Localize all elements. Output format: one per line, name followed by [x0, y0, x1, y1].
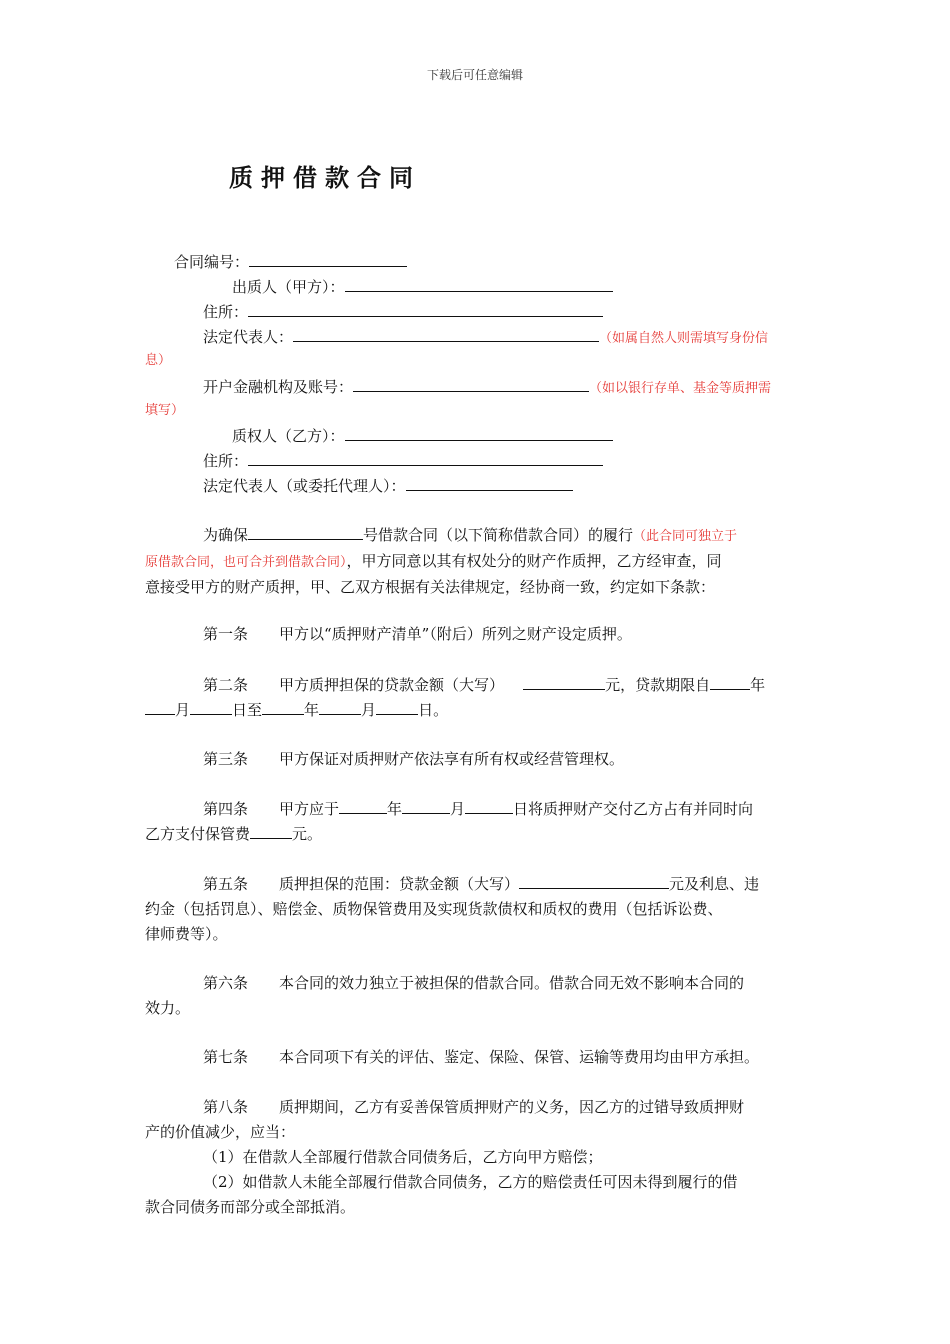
delivery-day-blank[interactable]: [465, 797, 513, 814]
address1-label: 住所：: [203, 303, 249, 321]
article-2: [145, 673, 810, 723]
contract-no-blank[interactable]: [249, 250, 407, 267]
article-3: [145, 747, 810, 772]
article-4: [145, 797, 810, 847]
legal-rep1-note: （如属自然人则需填写身份信: [599, 331, 769, 346]
address2-label: 住所：: [203, 452, 249, 470]
start-day-blank[interactable]: [190, 698, 232, 715]
pledgor-label: 出质人（甲方）：: [232, 278, 345, 296]
article-5-label: 第五条: [203, 875, 249, 893]
article-4-label: 第四条: [203, 800, 249, 818]
preamble-text-2: 号借款合同（以下简称借款合同）的履行: [363, 526, 634, 544]
custody-fee-blank[interactable]: [250, 822, 292, 839]
pledgee-blank[interactable]: [345, 424, 613, 441]
article-2-end-month: 月: [361, 701, 377, 719]
bank-note: （如以银行存单、基金等质押需: [589, 381, 772, 396]
pledgor-blank[interactable]: [345, 275, 613, 292]
article-8-item-2: （2）如借款人未能全部履行借款合同债务，乙方的赔偿责任可因未得到履行的借: [203, 1173, 738, 1191]
bank-account-label: 开户金融机构及账号：: [203, 378, 354, 396]
article-2-text-1: 甲方质押担保的贷款金额（大写）: [279, 676, 505, 694]
legal-rep2-blank[interactable]: [406, 474, 573, 491]
article-4-year: 年: [387, 800, 403, 818]
article-1: [145, 622, 810, 647]
article-3-text: 甲方保证对质押财产依法享有所有权或经营管理权。: [279, 750, 625, 768]
bank-note-cont: 填写）: [145, 403, 185, 418]
article-6-label: 第六条: [203, 974, 249, 992]
preamble-text-4: 意接受甲方的财产质押，甲、乙双方根据有关法律规定，经协商一致，约定如下条款：: [145, 578, 716, 596]
address2-line: [203, 449, 603, 473]
legal-rep1-note-cont: 息）: [145, 353, 172, 368]
article-8-item-1: （1）在借款人全部履行借款合同债务后，乙方向甲方赔偿；: [203, 1148, 603, 1166]
address1-line: [203, 300, 603, 324]
article-2-end-year: 年: [304, 701, 320, 719]
preamble-note-a: （此合同可独立于: [633, 529, 738, 544]
article-8-text-2: 产的价值减少，应当：: [145, 1123, 296, 1141]
legal-rep2-label: 法定代表人（或委托代理人）：: [203, 477, 406, 495]
preamble-text-1: 为确保: [203, 526, 249, 544]
legal-rep1-blank[interactable]: [293, 325, 599, 342]
page-header: 下载后可任意编辑: [426, 68, 523, 82]
article-7: [145, 1045, 810, 1070]
article-4-text-3: 乙方支付保管费: [145, 825, 251, 843]
article-3-label: 第三条: [203, 750, 249, 768]
article-8-item-2-cont: 款合同债务而部分或全部抵消。: [145, 1198, 356, 1216]
legal-rep1-label: 法定代表人：: [203, 328, 294, 346]
article-2-month: 月: [175, 701, 191, 719]
article-8: [145, 1095, 810, 1220]
article-8-text-1: 质押期间，乙方有妥善保管质押财产的义务，因乙方的过错导致质押财: [279, 1098, 745, 1116]
end-day-blank[interactable]: [376, 698, 418, 715]
preamble-note-b: 原借款合同，也可合并到借款合同）: [145, 555, 347, 570]
loan-contract-no-blank[interactable]: [248, 523, 363, 540]
pledgor-line: [232, 275, 613, 299]
article-5-text-4: 律师费等）。: [145, 925, 228, 943]
end-month-blank[interactable]: [319, 698, 361, 715]
article-4-month: 月: [450, 800, 466, 818]
bank-account-line: [203, 375, 771, 401]
article-2-to: 日至: [232, 701, 263, 719]
preamble-text-3: ，甲方同意以其有权处分的财产作质押，乙方经审查，同: [346, 552, 722, 570]
address2-blank[interactable]: [248, 449, 603, 466]
page-title: 质押借款合同: [229, 163, 421, 192]
article-5-text-3: 约金（包括罚息）、赔偿金、质物保管费用及实现货款债权和质权的费用（包括诉讼费、: [145, 900, 723, 918]
article-4-text-2: 日将质押财产交付乙方占有并同时向: [513, 800, 754, 818]
article-4-text-1: 甲方应于: [279, 800, 340, 818]
guarantee-amount-blank[interactable]: [519, 872, 669, 889]
article-2-text-2: 元，贷款期限自: [605, 676, 711, 694]
start-month-blank[interactable]: [145, 698, 175, 715]
article-7-text: 本合同项下有关的评估、鉴定、保险、保管、运输等费用均由甲方承担。: [279, 1048, 760, 1066]
preamble: [145, 523, 810, 600]
delivery-year-blank[interactable]: [339, 797, 387, 814]
article-6: [145, 971, 810, 1021]
article-2-label: 第二条: [203, 676, 249, 694]
article-2-end-day: 日。: [418, 701, 449, 719]
article-6-text-1: 本合同的效力独立于被担保的借款合同。借款合同无效不影响本合同的: [279, 974, 745, 992]
loan-amount-blank[interactable]: [523, 673, 605, 690]
address1-blank[interactable]: [248, 300, 603, 317]
legal-rep1-line: [203, 325, 768, 351]
bank-account-blank[interactable]: [353, 375, 589, 392]
pledgee-label: 质权人（乙方）：: [232, 427, 345, 445]
article-2-year: 年: [750, 676, 766, 694]
article-6-text-2: 效力。: [145, 999, 191, 1017]
pledgee-line: [232, 424, 613, 448]
article-8-label: 第八条: [203, 1098, 249, 1116]
article-5-text-1: 质押担保的范围：贷款金额（大写）: [279, 875, 520, 893]
article-7-label: 第七条: [203, 1048, 249, 1066]
start-year-blank[interactable]: [710, 673, 750, 690]
contract-no-label: 合同编号：: [174, 253, 250, 271]
delivery-month-blank[interactable]: [402, 797, 450, 814]
article-1-label: 第一条: [203, 625, 249, 643]
article-4-yuan: 元。: [292, 825, 323, 843]
contract-no-line: [174, 250, 407, 274]
article-1-text: 甲方以“质押财产清单”（附后）所列之财产设定质押。: [279, 625, 632, 643]
legal-rep2-line: [203, 474, 573, 498]
article-5-text-2: 元及利息、违: [669, 875, 760, 893]
end-year-blank[interactable]: [262, 698, 304, 715]
article-5: [145, 872, 810, 947]
